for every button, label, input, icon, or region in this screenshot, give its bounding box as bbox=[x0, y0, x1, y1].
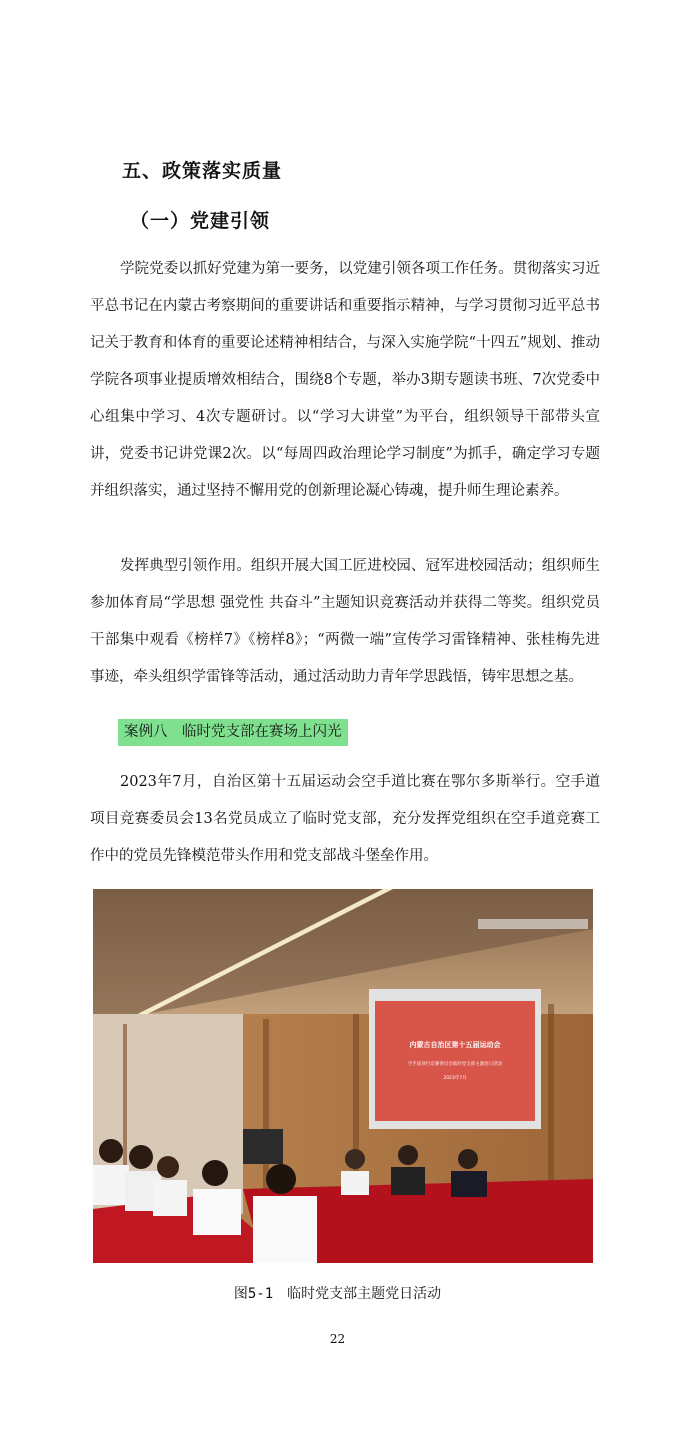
screen-subtitle: 空手道项目竞赛委员会临时党支部主题党日活动 bbox=[407, 1062, 503, 1067]
paragraph-karate-branch: 2023年7月，自治区第十五届运动会空手道比赛在鄂尔多斯举行。空手道项目竞赛委员会13名党员成立了临时党支部，充分发挥党组织在空手道竞赛工作中的党员先锋模范带头作用和党支部战斗堡垒作用。 bbox=[90, 774, 600, 864]
paragraph-party-building: 学院党委以抓好党建为第一要务，以党建引领各项工作任务。贯彻落实习近平总书记在内蒙古考察期间的重要讲话和重要指示精神，与学习贯彻习近平总书记关于教育和体育的重要论述精神相结合，与深入实施学院“十四五”规划、推动学院各项事业提质增效相结合，围绕8个专题，举办3期专题读书班、7次党委中心组集中学习、4次专题研讨。以“学习大讲堂”为平台，组织领导干部带头宣讲，党委书记讲党课2次。以“每周四政治理论学习制度”为抓手，确定学习专题并组织落实，通过坚持不懈用党的创新理论凝心铸魂，提升师生理论素养。 bbox=[90, 261, 600, 499]
screen-date: 2023年7月 bbox=[443, 1076, 467, 1081]
case-label: 案例八 临时党支部在赛场上闪光 bbox=[118, 719, 348, 746]
figure-caption: 图5-1 临时党支部主题党日活动 bbox=[233, 1286, 442, 1302]
page-number: 22 bbox=[329, 1332, 346, 1346]
screen-title: 内蒙古自治区第十五届运动会 bbox=[409, 1041, 501, 1049]
section-title: 五、政策落实质量 bbox=[122, 160, 283, 182]
subsection-title: （一）党建引领 bbox=[130, 210, 271, 232]
event-photo bbox=[93, 889, 593, 1263]
paragraph-role-models: 发挥典型引领作用。组织开展大国工匠进校园、冠军进校园活动；组织师生参加体育局“学思想 强党性 共奋斗”主题知识竞赛活动并获得二等奖。组织党员干部集中观看《榜样7》《榜样8》；“两微一端”宣传学习雷锋精神、张桂梅先进事迹，牵头组织学雷锋等活动，通过活动助力青年学思践悟，铸牢思想之基。 bbox=[90, 558, 600, 685]
